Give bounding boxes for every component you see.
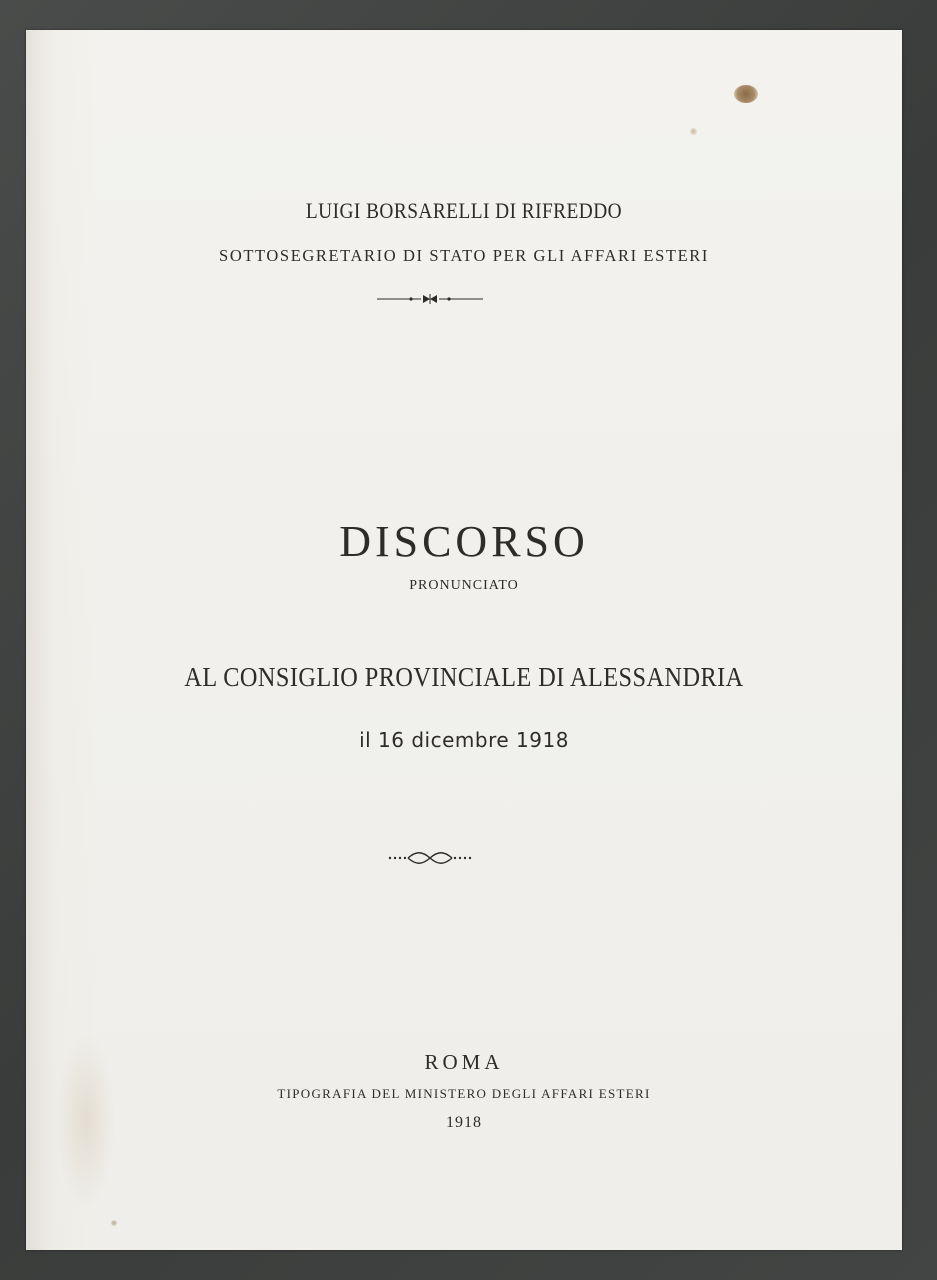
printer-name: TIPOGRAFIA DEL MINISTERO DEGLI AFFARI ESTERI [277, 1086, 651, 1101]
publication-year: 1918 [446, 1114, 482, 1131]
author-title: SOTTOSEGRETARIO DI STATO PER GLI AFFARI ESTERI [219, 246, 709, 265]
ornament-flourish-icon [388, 850, 472, 866]
paper-stain [690, 128, 697, 135]
paper-stain [734, 85, 758, 103]
venue-line: AL CONSIGLIO PROVINCIALE DI ALESSANDRIA [184, 662, 744, 692]
ornament-divider-icon [377, 292, 483, 306]
subheading: PRONUNCIATO [409, 578, 519, 593]
document-heading: DISCORSO [339, 517, 589, 566]
publication-city: ROMA [424, 1050, 504, 1074]
speech-date: il 16 dicembre 1918 [359, 728, 569, 752]
pamphlet-cover [26, 30, 902, 1250]
author-name: LUIGI BORSARELLI DI RIFREDDO [305, 198, 623, 223]
paper-stain [111, 1220, 117, 1226]
